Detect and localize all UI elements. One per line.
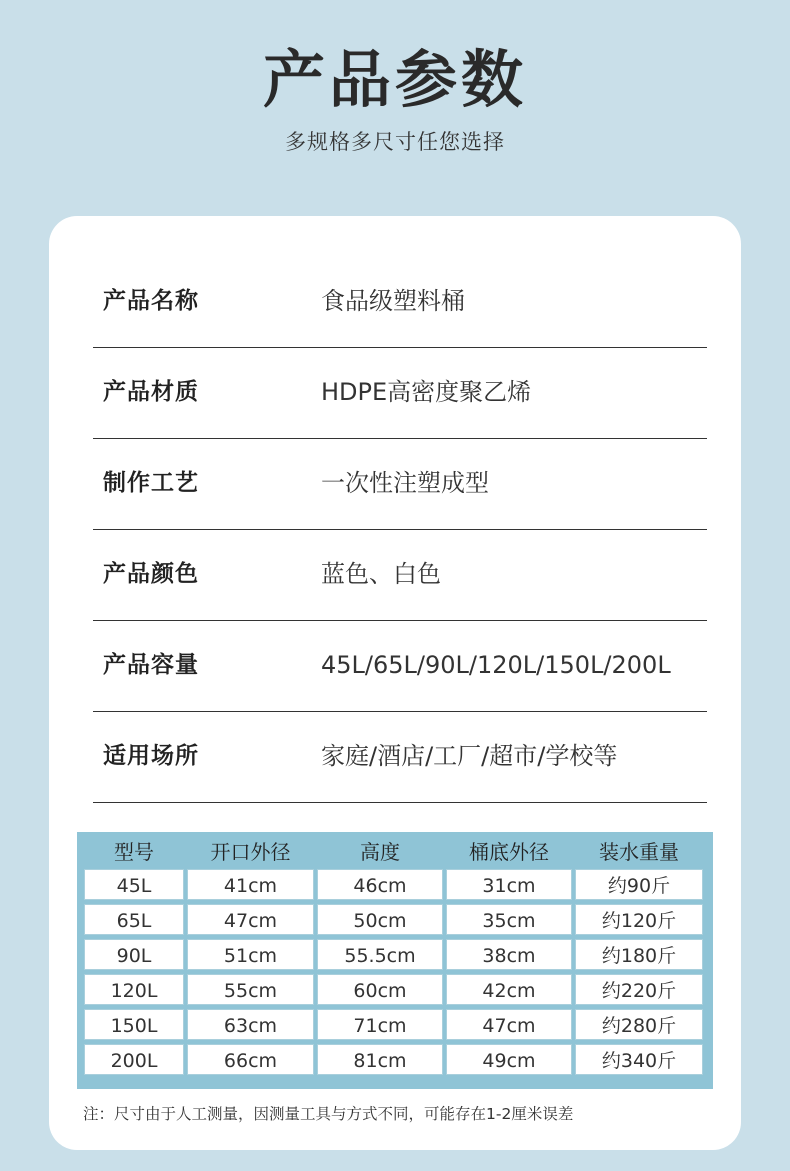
param-value: 家庭/酒店/工厂/超市/学校等 [321,742,618,770]
param-label: 产品名称 [103,288,199,314]
table-cell: 81cm [317,1044,443,1075]
spec-table [77,832,713,1089]
table-cell: 200L [84,1044,184,1075]
param-row-name [93,256,707,348]
params-card [49,216,741,1150]
table-cell: 50cm [317,904,443,935]
table-cell: 47cm [187,904,314,935]
table-cell: 35cm [446,904,572,935]
table-header-cell: 型号 [114,840,154,864]
table-cell: 71cm [317,1009,443,1040]
table-cell: 55.5cm [317,939,443,970]
table-header-cell: 装水重量 [599,840,679,864]
param-label: 制作工艺 [103,470,199,496]
table-cell: 45L [84,869,184,900]
table-header-cell: 桶底外径 [469,840,549,864]
table-cell: 约340斤 [575,1044,703,1075]
table-cell: 51cm [187,939,314,970]
table-cell: 90L [84,939,184,970]
param-row-usage [93,711,707,803]
param-label: 产品容量 [103,652,199,678]
param-value: 一次性注塑成型 [321,469,489,497]
table-cell: 约120斤 [575,904,703,935]
table-cell: 约280斤 [575,1009,703,1040]
param-value: 蓝色、白色 [321,560,441,588]
param-value: HDPE高密度聚乙烯 [321,378,532,406]
param-label: 产品材质 [103,379,199,405]
table-cell: 46cm [317,869,443,900]
table-cell: 约180斤 [575,939,703,970]
table-cell: 150L [84,1009,184,1040]
table-cell: 42cm [446,974,572,1005]
table-cell: 49cm [446,1044,572,1075]
table-cell: 60cm [317,974,443,1005]
table-cell: 66cm [187,1044,314,1075]
table-cell: 120L [84,974,184,1005]
table-header-cell: 高度 [360,840,400,864]
table-cell: 65L [84,904,184,935]
param-value: 45L/65L/90L/120L/150L/200L [321,651,671,679]
table-cell: 约220斤 [575,974,703,1005]
param-row-process [93,438,707,530]
param-label: 产品颜色 [103,561,199,587]
table-cell: 63cm [187,1009,314,1040]
param-row-capacity [93,620,707,712]
table-cell: 31cm [446,869,572,900]
param-label: 适用场所 [103,743,199,769]
table-cell: 41cm [187,869,314,900]
page-title: 产品参数 [262,43,527,116]
table-header-cell: 开口外径 [210,840,291,864]
param-value: 食品级塑料桶 [321,287,465,315]
page-subtitle: 多规格多尺寸任您选择 [285,130,505,154]
param-row-color [93,529,707,621]
measurement-note: 注：尺寸由于人工测量，因测量工具与方式不同，可能存在1-2厘米误差 [83,1105,574,1123]
table-cell: 38cm [446,939,572,970]
table-cell: 约90斤 [575,869,703,900]
param-row-material [93,347,707,439]
table-cell: 47cm [446,1009,572,1040]
table-cell: 55cm [187,974,314,1005]
